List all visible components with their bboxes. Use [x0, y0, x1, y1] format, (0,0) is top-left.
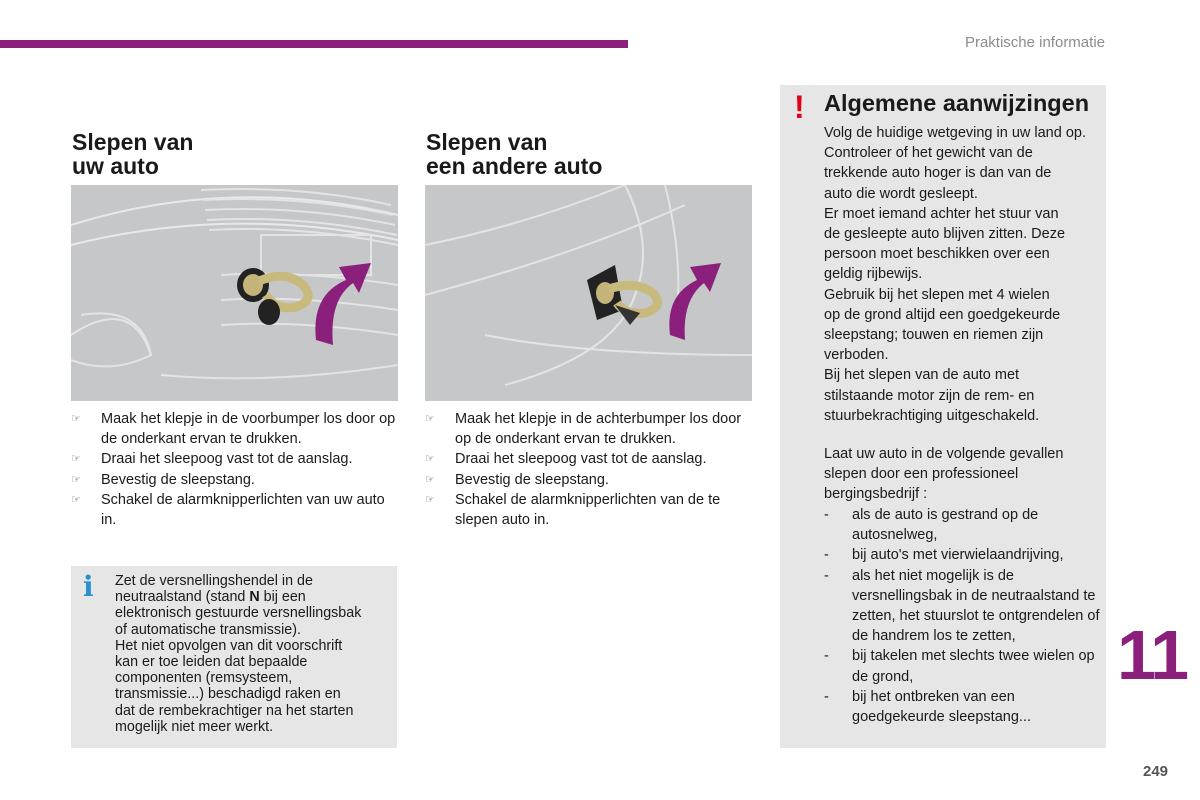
list-item: ☞ Bevestig de sleepstang. — [425, 470, 755, 490]
info-note-text: Zet de versnellingshendel in de neutraalstand (stand N bij een elektronisch gestuurde versnellingsbak of automatische transmissie). Het niet opvolgen van dit voorschrift kan er toe leiden dat bepaalde componenten (remsysteem, transmissie...) beschadigd raken en dat de rembekrachtiger na het starten mogelijk niet meer werkt. — [115, 573, 362, 735]
pointing-hand-icon: ☞ — [71, 413, 81, 425]
page-number: 249 — [1143, 763, 1169, 780]
list-item: ☞ Maak het klepje in de achterbumper los door op de onderkant ervan te drukken. — [425, 411, 742, 448]
list-item: ☞ Draai het sleepoog vast tot de aanslag. — [71, 449, 401, 469]
list-item: ☞ Draai het sleepoog vast tot de aanslag. — [425, 449, 755, 469]
left-steps-list — [71, 409, 401, 530]
pointing-hand-icon: ☞ — [425, 453, 435, 466]
list-item: ☞ Schakel de alarmknipperlichten van uw auto in. — [71, 491, 385, 529]
warning-paragraph-legal: Volg de huidige wetgeving in uw land op. Controleer of het gewicht van de trekkende auto hoger is dan van de auto die wordt gesleept. Er moet iemand achter het stuur van de gesleepte auto blijven zitten. Deze persoon moet beschikken over een geldig rijbewijs. Gebruik bij het slepen met 4 wielen op de grond altijd een goedgekeurde sleepstang; touwen en riemen zijn verboden. Bij het slepen van de auto met stilstaande motor zijn de rem- en stuurbekrachtiging uitgeschakeld. — [824, 125, 1086, 424]
info-note-box — [71, 566, 397, 748]
professional-cases-list — [824, 505, 1102, 727]
info-icon: i — [83, 570, 94, 603]
middle-steps-list — [425, 409, 755, 530]
warning-paragraph-professional: Laat uw auto in de volgende gevallen slepen door een professioneel bergingsbedrijf : — [824, 446, 1064, 503]
list-item: - bij het ontbreken van een goedgekeurde sleepstang... — [824, 688, 1031, 726]
front-tow-eye-illustration — [71, 185, 398, 401]
chapter-number: 11 — [1117, 616, 1187, 694]
pointing-hand-icon: ☞ — [425, 493, 435, 506]
warning-box-title: Algemene aanwijzingen — [824, 90, 1090, 116]
list-item: - bij auto's met vierwielaandrijving, — [824, 547, 1064, 564]
list-item: ☞ Bevestig de sleepstang. — [71, 470, 401, 490]
list-item: - bij takelen met slechts twee wielen op de grond, — [824, 648, 1095, 685]
section-label: Praktische informatie — [964, 34, 1105, 51]
pointing-hand-icon: ☞ — [71, 473, 81, 486]
pointing-hand-icon: ☞ — [425, 473, 435, 486]
warning-exclamation-icon: ! — [794, 89, 805, 125]
list-item: - als de auto is gestrand op de autosnelweg, — [824, 507, 1039, 544]
pointing-hand-icon: ☞ — [71, 493, 81, 506]
list-item: ☞ Maak het klepje in de voorbumper los door op de onderkant ervan te drukken. — [71, 411, 396, 448]
pointing-hand-icon: ☞ — [425, 413, 435, 425]
list-item: ☞ Schakel de alarmknipperlichten van de te slepen auto in. — [425, 491, 721, 529]
header-accent-bar — [0, 40, 628, 48]
list-item: - als het niet mogelijk is de versnellingsbak in de neutraalstand te zetten, het stuurslot te ontgrendelen of de handrem los te zetten, — [824, 567, 1100, 645]
middle-column-title: Slepen van een andere auto — [426, 129, 603, 179]
general-instructions-box — [780, 85, 1106, 748]
rear-tow-eye-illustration — [425, 185, 752, 401]
pointing-hand-icon: ☞ — [71, 453, 81, 466]
left-column-title: Slepen van uw auto — [72, 129, 194, 179]
